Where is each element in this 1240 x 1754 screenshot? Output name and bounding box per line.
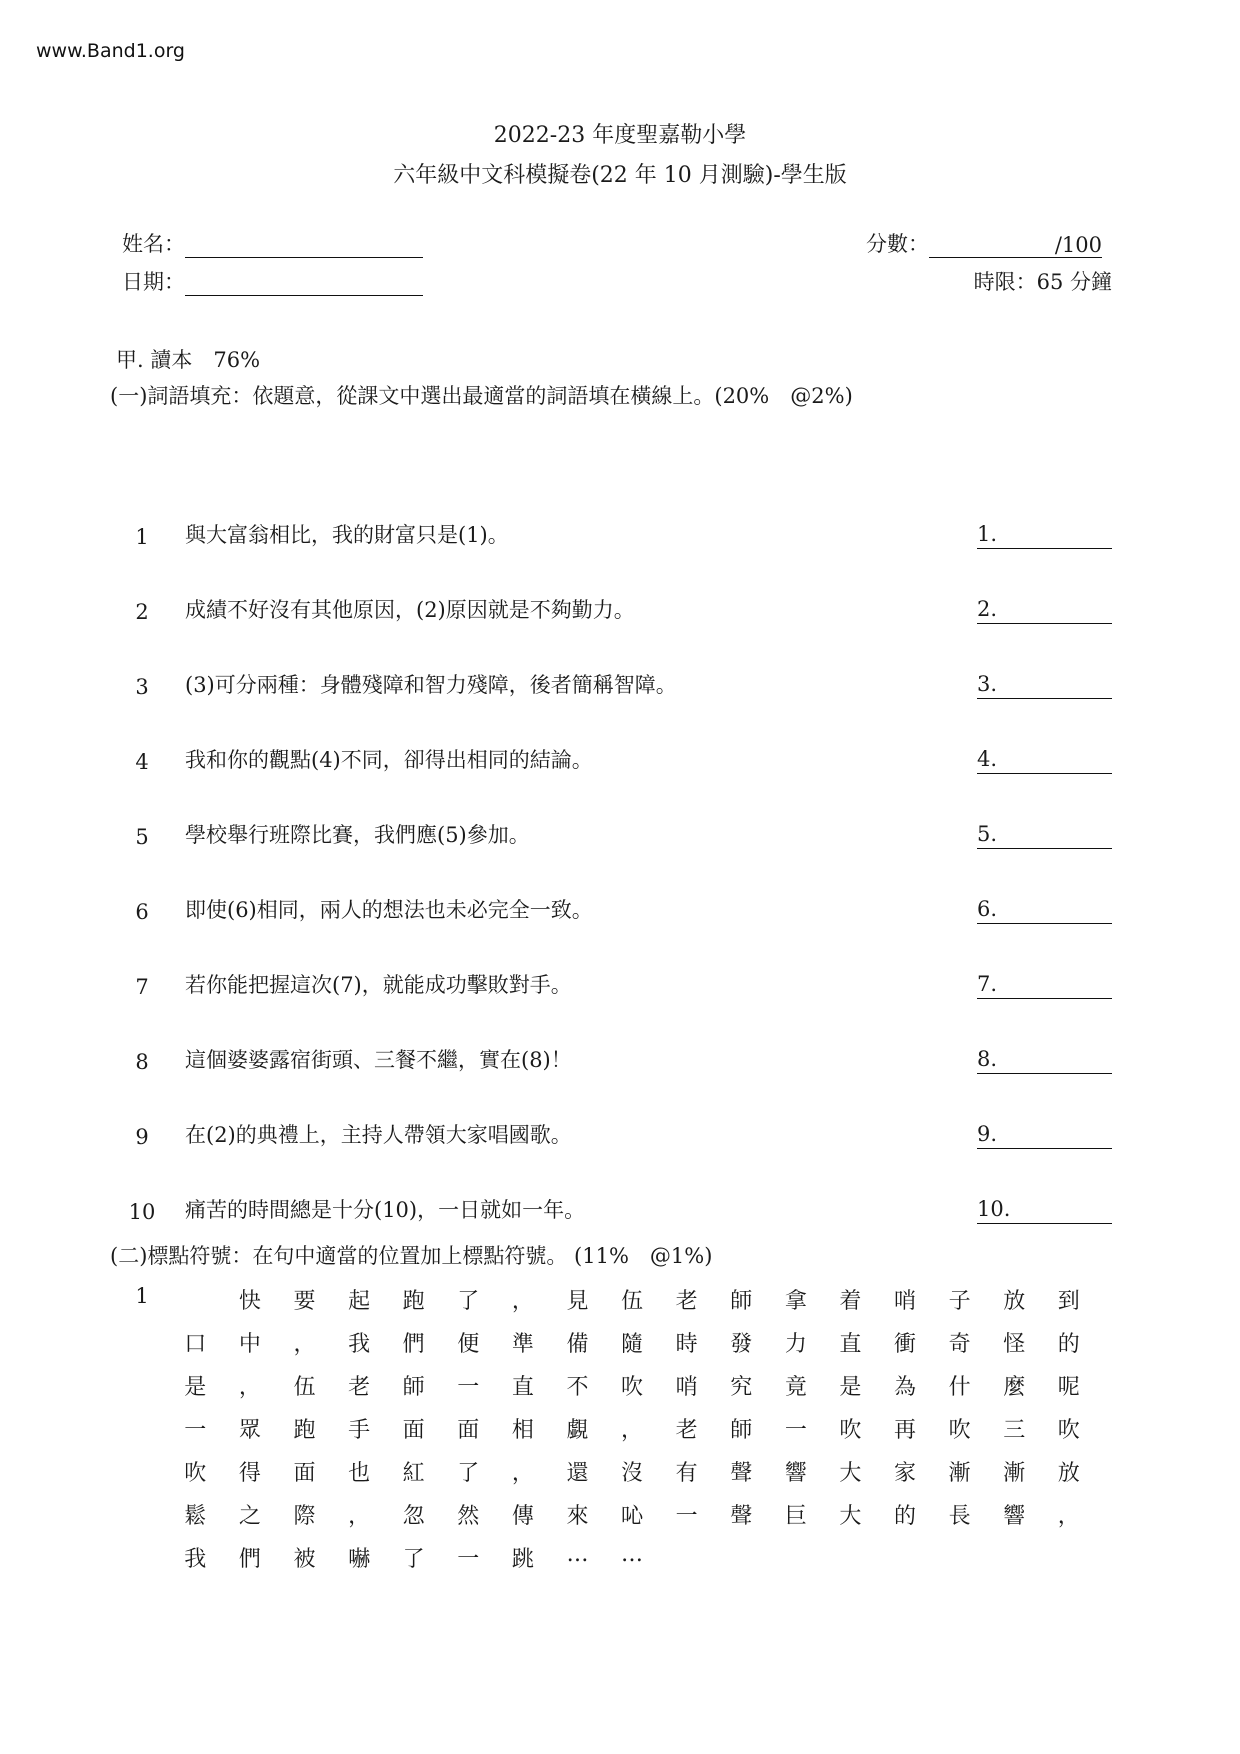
- grid-character: 師: [730, 1418, 753, 1443]
- grid-character: 們: [402, 1332, 425, 1357]
- grid-character: [714, 1542, 769, 1585]
- grid-character: 直: [839, 1332, 862, 1357]
- score-total: /100: [1054, 233, 1102, 257]
- score-label: 分數：: [866, 232, 929, 256]
- question-row: [122, 699, 1122, 774]
- grid-character: 之: [238, 1504, 261, 1529]
- grid-character: 是: [184, 1375, 207, 1400]
- question-row: [122, 474, 1122, 549]
- grid-character: 吹: [839, 1418, 862, 1443]
- score-field: [866, 228, 1102, 258]
- question-number: 3: [135, 675, 149, 699]
- grid-character: [168, 1284, 223, 1327]
- grid-character: [769, 1542, 824, 1585]
- grid-character: 衝: [894, 1332, 917, 1357]
- question-row: [122, 924, 1122, 999]
- grid-character: [878, 1542, 933, 1585]
- part2-heading: (二)標點符號：在句中適當的位置加上標點符號。 (11% @1%): [110, 1244, 713, 1268]
- grid-character: 放: [1003, 1289, 1026, 1314]
- grid-character: 伍: [621, 1289, 644, 1314]
- grid-character: 一: [675, 1504, 698, 1529]
- answer-blank[interactable]: 5.: [977, 822, 1112, 849]
- grid-character: ，: [511, 1289, 534, 1314]
- question-list: [122, 474, 1122, 1224]
- grid-character: 吹: [184, 1461, 207, 1486]
- grid-character: 相: [511, 1418, 534, 1443]
- question-number: 6: [135, 900, 149, 924]
- grid-character: 跑: [402, 1289, 425, 1314]
- answer-blank[interactable]: 2.: [977, 597, 1112, 624]
- grid-character: 吹: [621, 1375, 644, 1400]
- grid-character: 口: [184, 1332, 207, 1357]
- answer-blank[interactable]: 1.: [977, 522, 1112, 549]
- grid-character: 子: [948, 1289, 971, 1314]
- question-number: 10: [128, 1200, 156, 1224]
- grid-character: 一: [457, 1375, 480, 1400]
- grid-character: 一: [784, 1418, 807, 1443]
- exam-title: 2022-23 年度聖嘉勒小學: [493, 123, 747, 148]
- grid-character: 麼: [1003, 1375, 1026, 1400]
- question-text: 我和你的觀點(4)不同，卻得出相同的結論。: [185, 748, 593, 772]
- time-limit: 時限：65 分鐘: [973, 270, 1112, 294]
- grid-character: 着: [839, 1289, 862, 1314]
- grid-character: 紅: [402, 1461, 425, 1486]
- answer-blank[interactable]: 4.: [977, 747, 1112, 774]
- grid-character: 師: [402, 1375, 425, 1400]
- question-text: 痛苦的時間總是十分(10)，一日就如一年。: [185, 1198, 586, 1222]
- grid-character: 師: [730, 1289, 753, 1314]
- grid-character: 了: [457, 1289, 480, 1314]
- grid-character: 巨: [784, 1504, 807, 1529]
- grid-row: [168, 1413, 1096, 1456]
- grid-character: [932, 1542, 987, 1585]
- grid-character: 傳: [511, 1504, 534, 1529]
- answer-blank[interactable]: 8.: [977, 1047, 1112, 1074]
- question-number: 7: [135, 975, 149, 999]
- grid-character: 放: [1057, 1461, 1080, 1486]
- grid-character: 大: [839, 1461, 862, 1486]
- date-blank[interactable]: [185, 271, 423, 296]
- grid-character: 響: [784, 1461, 807, 1486]
- grid-character: …: [621, 1542, 644, 1567]
- grid-character: 一: [184, 1418, 207, 1443]
- grid-character: ，: [293, 1332, 316, 1357]
- grid-character: 什: [948, 1375, 971, 1400]
- answer-blank[interactable]: 3.: [977, 672, 1112, 699]
- answer-blank[interactable]: 6.: [977, 897, 1112, 924]
- grid-row: [168, 1499, 1096, 1542]
- grid-character: 備: [566, 1332, 589, 1357]
- answer-blank[interactable]: 10.: [977, 1197, 1112, 1224]
- grid-character: 覷: [566, 1418, 589, 1443]
- question-number: 1: [135, 525, 149, 549]
- question-number: 2: [135, 600, 149, 624]
- answer-blank[interactable]: 7.: [977, 972, 1112, 999]
- question-text: (3)可分兩種：身體殘障和智力殘障，後者簡稱智障。: [185, 673, 677, 697]
- grid-character: 隨: [621, 1332, 644, 1357]
- grid-character: 不: [566, 1375, 589, 1400]
- part1-heading: (一)詞語填充：依題意，從課文中選出最適當的詞語填在橫線上。(20% @2%): [110, 384, 853, 408]
- grid-character: 來: [566, 1504, 589, 1529]
- grid-character: 哨: [894, 1289, 917, 1314]
- grid-character: 見: [566, 1289, 589, 1314]
- name-blank[interactable]: [185, 233, 423, 258]
- grid-character: 伍: [293, 1375, 316, 1400]
- grid-character: 了: [402, 1547, 425, 1572]
- name-field: [122, 228, 423, 258]
- grid-character: 們: [238, 1547, 261, 1572]
- answer-blank[interactable]: 9.: [977, 1122, 1112, 1149]
- question-number: 5: [135, 825, 149, 849]
- grid-character: 發: [730, 1332, 753, 1357]
- question-text: 與大富翁相比，我的財富只是(1)。: [185, 523, 509, 547]
- grid-character: 的: [1057, 1332, 1080, 1357]
- grid-character: 眾: [238, 1418, 261, 1443]
- grid-character: 拿: [784, 1289, 807, 1314]
- grid-character: 長: [948, 1504, 971, 1529]
- grid-character: 奇: [948, 1332, 971, 1357]
- grid-character: 得: [238, 1461, 261, 1486]
- grid-character: 被: [293, 1547, 316, 1572]
- question-row: [122, 849, 1122, 924]
- grid-character: 便: [457, 1332, 480, 1357]
- grid-row: [168, 1284, 1096, 1327]
- grid-character: ，: [1057, 1504, 1080, 1529]
- score-blank[interactable]: [929, 233, 1102, 258]
- question-text: 若你能把握這次(7)，就能成功擊敗對手。: [185, 973, 572, 997]
- grid-character: ，: [348, 1504, 371, 1529]
- grid-character: 家: [894, 1461, 917, 1486]
- question-row: [122, 774, 1122, 849]
- question-row: [122, 999, 1122, 1074]
- grid-character: ，: [621, 1418, 644, 1443]
- grid-character: 漸: [1003, 1461, 1026, 1486]
- grid-character: 快: [238, 1289, 261, 1314]
- grid-character: 有: [675, 1461, 698, 1486]
- grid-character: [1042, 1542, 1097, 1585]
- grid-character: 吹: [1057, 1418, 1080, 1443]
- name-label: 姓名：: [122, 232, 185, 256]
- grid-character: 沒: [621, 1461, 644, 1486]
- grid-character: 吣: [621, 1504, 644, 1529]
- grid-character: 響: [1003, 1504, 1026, 1529]
- question-number: 9: [135, 1125, 149, 1149]
- question-number: 4: [135, 750, 149, 774]
- grid-character: 老: [675, 1418, 698, 1443]
- grid-character: 大: [839, 1504, 862, 1529]
- question-text: 成績不好沒有其他原因，(2)原因就是不夠勤力。: [185, 598, 635, 622]
- grid-character: 了: [457, 1461, 480, 1486]
- grid-character: 聲: [730, 1504, 753, 1529]
- grid-character: 是: [839, 1375, 862, 1400]
- grid-character: 一: [457, 1547, 480, 1572]
- question-number: 8: [135, 1050, 149, 1074]
- grid-character: 鬆: [184, 1504, 207, 1529]
- grid-character: 竟: [784, 1375, 807, 1400]
- grid-character: 還: [566, 1461, 589, 1486]
- grid-character: 面: [402, 1418, 425, 1443]
- grid-character: 起: [348, 1289, 371, 1314]
- date-field: [122, 266, 423, 296]
- exam-subtitle: 六年級中文科模擬卷(22 年 10 月測驗)-學生版: [393, 163, 847, 188]
- grid-character: ，: [511, 1461, 534, 1486]
- grid-row: [168, 1456, 1096, 1499]
- grid-character: 到: [1057, 1289, 1080, 1314]
- grid-character: 嚇: [348, 1547, 371, 1572]
- grid-character: 準: [511, 1332, 534, 1357]
- grid-character: 面: [293, 1461, 316, 1486]
- punct-question-number: 1: [135, 1284, 149, 1308]
- grid-character: 要: [293, 1289, 316, 1314]
- grid-character: [659, 1542, 714, 1585]
- grid-character: 我: [184, 1547, 207, 1572]
- grid-character: …: [566, 1542, 589, 1567]
- grid-row: [168, 1542, 1096, 1585]
- grid-character: 時: [675, 1332, 698, 1357]
- grid-character: 也: [348, 1461, 371, 1486]
- question-text: 這個婆婆露宿街頭、三餐不繼，實在(8)！: [185, 1048, 572, 1072]
- question-row: [122, 1074, 1122, 1149]
- grid-character: 的: [894, 1504, 917, 1529]
- grid-character: 我: [348, 1332, 371, 1357]
- section-a-heading: 甲. 讀本 76%: [116, 348, 261, 372]
- grid-character: 吹: [948, 1418, 971, 1443]
- question-text: 即使(6)相同，兩人的想法也未必完全一致。: [185, 898, 593, 922]
- grid-character: 手: [348, 1418, 371, 1443]
- grid-character: [987, 1542, 1042, 1585]
- grid-row: [168, 1370, 1096, 1413]
- grid-character: 中: [238, 1332, 261, 1357]
- grid-character: 三: [1003, 1418, 1026, 1443]
- question-row: [122, 1149, 1122, 1224]
- grid-character: 忽: [402, 1504, 425, 1529]
- site-url[interactable]: www.Band1.org: [36, 40, 185, 62]
- grid-character: 直: [511, 1375, 534, 1400]
- grid-character: 漸: [948, 1461, 971, 1486]
- grid-character: 然: [457, 1504, 480, 1529]
- question-text: 在(2)的典禮上，主持人帶領大家唱國歌。: [185, 1123, 572, 1147]
- grid-character: 跑: [293, 1418, 316, 1443]
- grid-character: 跳: [511, 1547, 534, 1572]
- grid-character: 力: [784, 1332, 807, 1357]
- question-row: [122, 624, 1122, 699]
- grid-character: [823, 1542, 878, 1585]
- date-label: 日期：: [122, 270, 185, 294]
- grid-character: 哨: [675, 1375, 698, 1400]
- grid-character: 呢: [1057, 1375, 1080, 1400]
- grid-character: 怪: [1003, 1332, 1026, 1357]
- grid-character: ，: [238, 1375, 261, 1400]
- grid-character: 聲: [730, 1461, 753, 1486]
- question-text: 學校舉行班際比賽，我們應(5)參加。: [185, 823, 530, 847]
- grid-character: 究: [730, 1375, 753, 1400]
- punctuation-grid[interactable]: [168, 1284, 1096, 1585]
- grid-character: 為: [894, 1375, 917, 1400]
- grid-character: 再: [894, 1418, 917, 1443]
- grid-character: 老: [348, 1375, 371, 1400]
- grid-character: 老: [675, 1289, 698, 1314]
- grid-character: 際: [293, 1504, 316, 1529]
- question-row: [122, 549, 1122, 624]
- grid-row: [168, 1327, 1096, 1370]
- grid-character: 面: [457, 1418, 480, 1443]
